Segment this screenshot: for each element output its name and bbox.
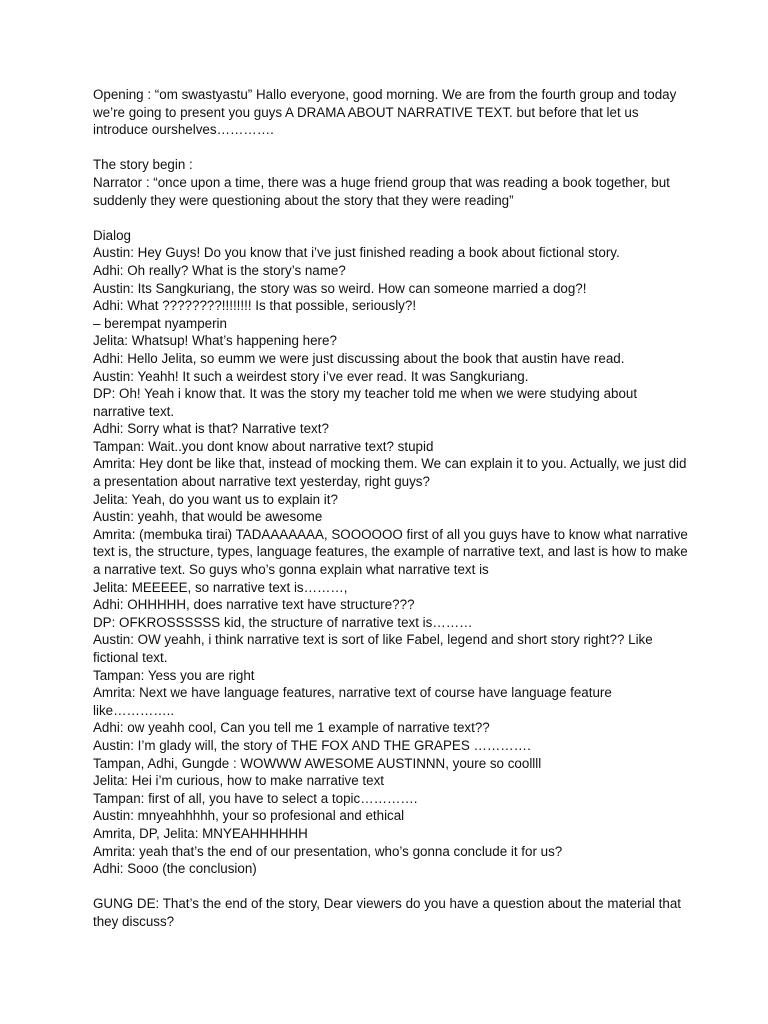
document-page: [93, 86, 688, 931]
opening-paragraph: Opening : “om swastyastu” Hallo everyone, good morning. We are from the fourth group and today we’re going to present you guys A DRAMA ABOUT NARRATIVE TEXT. but before that let us introduce ourshelves………….: [93, 87, 677, 138]
dialog-line: DP: Oh! Yeah i know that. It was the story my teacher told me when we were studying about narrative text.: [93, 386, 638, 419]
dialog-line: Austin: Its Sangkuriang, the story was so weird. How can someone married a dog?!: [93, 280, 587, 296]
dialog-heading: Dialog: [93, 227, 131, 243]
dialog-line: Austin: Yeahh! It such a weirdest story i’ve ever read. It was Sangkuriang.: [93, 368, 529, 384]
dialog-line: Amrita, DP, Jelita: MNYEAHHHHHH: [93, 825, 308, 841]
dialog-line: Austin: Hey Guys! Do you know that i’ve just finished reading a book about fictional story.: [93, 245, 620, 261]
dialog-line: Amrita: Next we have language features, narrative text of course have language feature like…………..: [93, 685, 612, 718]
spacer: [93, 139, 688, 157]
dialog-line: Adhi: What ????????!!!!!!!! Is that possible, seriously?!: [93, 298, 417, 314]
dialog-line: Adhi: Hello Jelita, so eumm we were just discussing about the book that austin have read.: [93, 350, 625, 366]
dialog-line: – berempat nyamperin: [93, 315, 227, 331]
dialog-line: Tampan, Adhi, Gungde : WOWWW AWESOME AUSTINNN, youre so coollll: [93, 755, 542, 771]
closing-paragraph: GUNG DE: That’s the end of the story, Dear viewers do you have a question about the material that they discuss?: [93, 896, 682, 929]
narrator-paragraph: Narrator : “once upon a time, there was a huge friend group that was reading a book together, but suddenly they were questioning about the story that they were reading”: [93, 174, 670, 208]
spacer: [93, 209, 688, 227]
dialog-line: Jelita: MEEEEE, so narrative text is………,: [93, 579, 348, 595]
dialog-line: Amrita: (membuka tirai) TADAAAAAAA, SOOOOOO first of all you guys have to know what narrative text is, the structure, types, language features, the example of narrative text, and last is how to make a narrative text. So guys who’s gonna explain what narrative text is: [93, 526, 688, 578]
spacer: [93, 878, 688, 896]
dialog-list: [93, 244, 688, 877]
dialog-line: Adhi: OHHHHH, does narrative text have structure???: [93, 597, 415, 613]
dialog-line: Jelita: Yeah, do you want us to explain it?: [93, 491, 338, 507]
dialog-line: DP: OFKROSSSSSS kid, the structure of narrative text is………: [93, 614, 473, 630]
dialog-line: Tampan: first of all, you have to select a topic………….: [93, 790, 418, 806]
dialog-line: Jelita: Whatsup! What’s happening here?: [93, 333, 337, 349]
dialog-line: Adhi: Sorry what is that? Narrative text?: [93, 421, 329, 437]
dialog-line: Austin: I’m glady will, the story of THE FOX AND THE GRAPES ………….: [93, 737, 531, 753]
dialog-line: Amrita: yeah that’s the end of our presentation, who’s gonna conclude it for us?: [93, 843, 563, 859]
dialog-line: Austin: mnyeahhhhh, your so profesional and ethical: [93, 808, 405, 824]
dialog-line: Adhi: Sooo (the conclusion): [93, 861, 257, 877]
dialog-line: Tampan: Wait..you dont know about narrative text? stupid: [93, 438, 434, 454]
dialog-line: Tampan: Yess you are right: [93, 667, 255, 683]
dialog-line: Adhi: Oh really? What is the story’s name?: [93, 262, 346, 278]
dialog-line: Jelita: Hei i’m curious, how to make narrative text: [93, 773, 384, 789]
dialog-line: Austin: yeahh, that would be awesome: [93, 509, 323, 525]
dialog-line: Austin: OW yeahh, i think narrative text is sort of like Fabel, legend and short story right?? Like fictional text.: [93, 632, 653, 665]
dialog-line: Adhi: ow yeahh cool, Can you tell me 1 example of narrative text??: [93, 720, 490, 736]
dialog-line: Amrita: Hey dont be like that, instead of mocking them. We can explain it to you. Actually, we just did a presentation about narrative text yesterday, right guys?: [93, 456, 687, 490]
story-begin-heading: The story begin :: [93, 157, 193, 173]
